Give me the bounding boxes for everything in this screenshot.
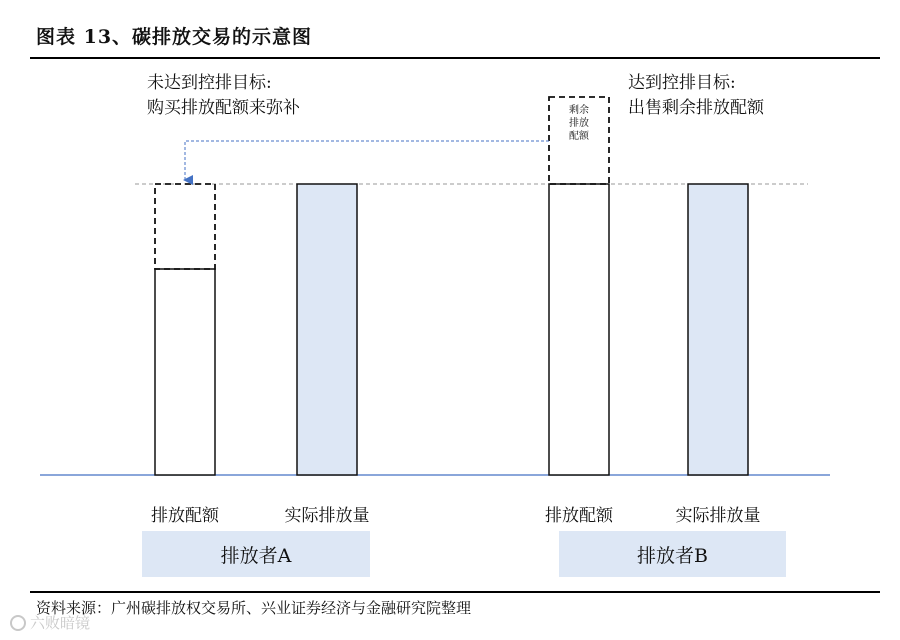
emitter-a-text: 排放者A [220, 544, 292, 567]
surplus-label-line3: 配额 [569, 131, 589, 142]
emitter-b-text: 排放者B [637, 544, 708, 567]
bottom-rule [30, 591, 880, 593]
emitter-b-actual-bar [688, 184, 748, 475]
transfer-arrow [185, 141, 549, 180]
label-a-actual: 实际排放量 [284, 506, 370, 526]
watermark-logo-icon [10, 615, 26, 631]
note-unmet-line1: 未达到控排目标: [147, 73, 272, 93]
watermark [10, 612, 90, 633]
label-a-allowance: 排放配额 [151, 506, 219, 526]
emitter-a-purchased-allowance [155, 184, 215, 269]
note-met-line1: 达到控排目标: [628, 73, 736, 93]
emitter-a-label [142, 531, 370, 577]
emitter-a-actual-bar [297, 184, 357, 475]
surplus-label-line1: 剩余 [569, 105, 589, 116]
emitter-b-label [559, 531, 786, 577]
emitter-a-allowance-bar [155, 269, 215, 475]
label-b-actual: 实际排放量 [675, 506, 761, 526]
source-note: 资料来源：广州碳排放权交易所、兴业证券经济与金融研究院整理 [36, 599, 472, 617]
note-met-line2: 出售剩余排放配额 [628, 98, 764, 118]
watermark-text: 六败暗镜 [30, 614, 91, 632]
surplus-allowance-label [549, 104, 609, 143]
emitter-b-allowance-bar [549, 184, 609, 475]
label-b-allowance: 排放配额 [545, 506, 613, 526]
note-unmet-line2: 购买排放配额来弥补 [147, 98, 300, 118]
surplus-label-line2: 排放 [569, 118, 589, 129]
figure-title: 图表 13、碳排放交易的示意图 [36, 26, 313, 48]
